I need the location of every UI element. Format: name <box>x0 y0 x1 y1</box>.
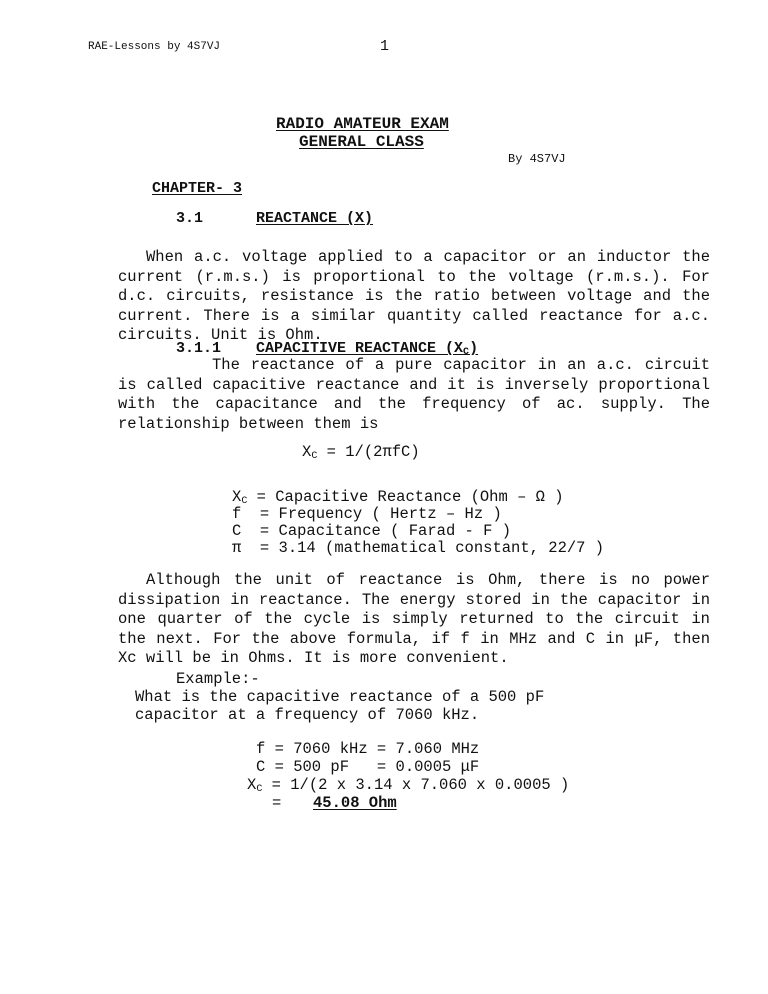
paragraph-text: Although the unit of reactance is Ohm, there is no power dissipation in reactance. The energy stored in the capacitor in one quarter of the cycle is simply returned to the circuit in the next. For the above formula, if f in MHz and C in μF, then Xc will be in Ohms. It is more convenient. <box>118 571 710 667</box>
subsection-heading: CAPACITIVE REACTANCE $(X_C)$ <box>256 340 479 358</box>
paragraph-text: The reactance of a pure capacitor in an a.c. circuit is called capacitive reactance and it is inversely proportional with the capacitance and the frequency of ac. supply. The relationship between them is <box>118 356 710 433</box>
example-step-formula: $X_C = 1/(2$ x 3.14 x 7.060 x 0.0005 ) <box>247 776 570 795</box>
example-question-line-2: capacitor at a frequency of 7060 kHz. <box>135 706 480 724</box>
section-number: 3.1 <box>176 210 204 227</box>
formula: $X_C = 1/(2\pi fC)$ <box>302 443 420 462</box>
example-label: Example:- <box>176 670 260 688</box>
title-line-2: GENERAL CLASS <box>299 133 424 151</box>
power-dissipation-paragraph <box>118 571 710 669</box>
chapter-label: CHAPTER- 3 <box>152 180 243 197</box>
definition-xc: $X_C$ = Capacitive Reactance (Ohm – Ω ) <box>232 488 564 507</box>
section-heading: REACTANCE (X) <box>256 210 374 227</box>
reactance-paragraph <box>118 248 710 346</box>
example-question-line-1: What is the capacitive reactance of a 500 pF <box>135 688 545 706</box>
example-result-equals: = <box>272 794 282 812</box>
example-step-frequency: f = 7060 kHz = 7.060 MHz <box>256 740 480 758</box>
title-line-1: RADIO AMATEUR EXAM <box>276 115 449 133</box>
author-byline: By 4S7VJ <box>508 152 566 166</box>
subsection-number: 3.1.1 <box>176 340 222 357</box>
definition-f: f = Frequency ( Hertz – Hz ) <box>232 505 502 523</box>
running-header: RAE-Lessons by 4S7VJ <box>88 41 221 53</box>
definition-pi: π = 3.14 (mathematical constant, 22/7 ) <box>232 539 605 557</box>
capacitive-paragraph <box>118 356 710 434</box>
example-result: 45.08 Ohm <box>313 794 397 812</box>
definition-c: C = Capacitance ( Farad - F ) <box>232 522 512 540</box>
page-number: 1 <box>380 38 390 55</box>
example-step-capacitance: C = 500 pF = 0.0005 μF <box>256 758 480 776</box>
paragraph-text: When a.c. voltage applied to a capacitor or an inductor the current (r.m.s.) is proportional to the voltage (r.m.s.). For d.c. circuits, resistance is the ratio between voltage and the current. There is a similar quantity called reactance for a.c. circuits. Unit is Ohm. <box>118 248 710 344</box>
